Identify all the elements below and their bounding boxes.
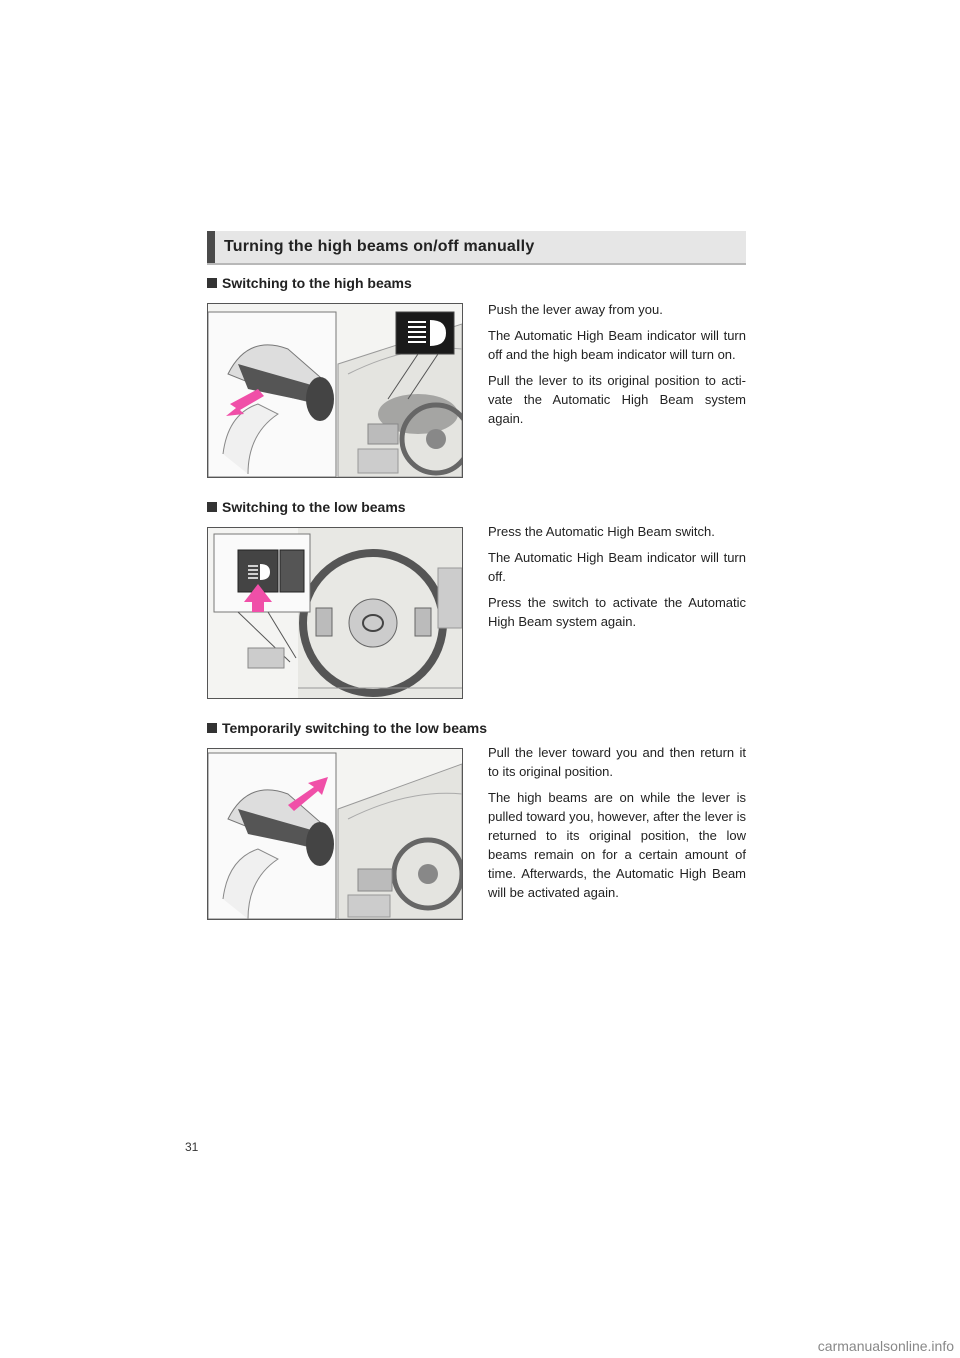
square-bullet-icon xyxy=(207,502,217,512)
subheading-high-beams: Switching to the high beams xyxy=(207,275,412,291)
figure-high-beams xyxy=(207,303,463,478)
header-accent xyxy=(207,231,215,263)
auto-high-beam-switch-icon xyxy=(238,550,304,592)
section-title: Turning the high beams on/off manually xyxy=(224,238,535,255)
text-high-beams: Push the lever away from you. The Automatic High Beam indicator will turn off and the high beam indicator will turn on. Pull the lever to its original position to acti-vate the Automatic High Beam system again. xyxy=(488,302,746,426)
figure-low-beams xyxy=(207,527,463,699)
subheading-temporary-low-beams: Temporarily switching to the low beams xyxy=(207,720,487,736)
footer-watermark: carmanualsonline.info xyxy=(817,1338,954,1354)
section-header xyxy=(207,231,746,265)
page-number: 31 xyxy=(185,1140,199,1154)
subheading-low-beams: Switching to the low beams xyxy=(207,499,406,515)
figure-temporary-low-beams xyxy=(207,748,463,920)
square-bullet-icon xyxy=(207,278,217,288)
text-temporary-low-beams: Pull the lever toward you and then return it to its original position. The high beams are on while the lever is pulled toward you, however, after the lever is returned to its original position, the low beams remain on for a certain amount of time. Afterwards, the Automatic High Beam will be activated again. xyxy=(488,745,746,900)
square-bullet-icon xyxy=(207,723,217,733)
text-low-beams: Press the Automatic High Beam switch. The Automatic High Beam indicator will turn off. Press the switch to activate the Automatic High Beam system again. xyxy=(488,524,746,629)
